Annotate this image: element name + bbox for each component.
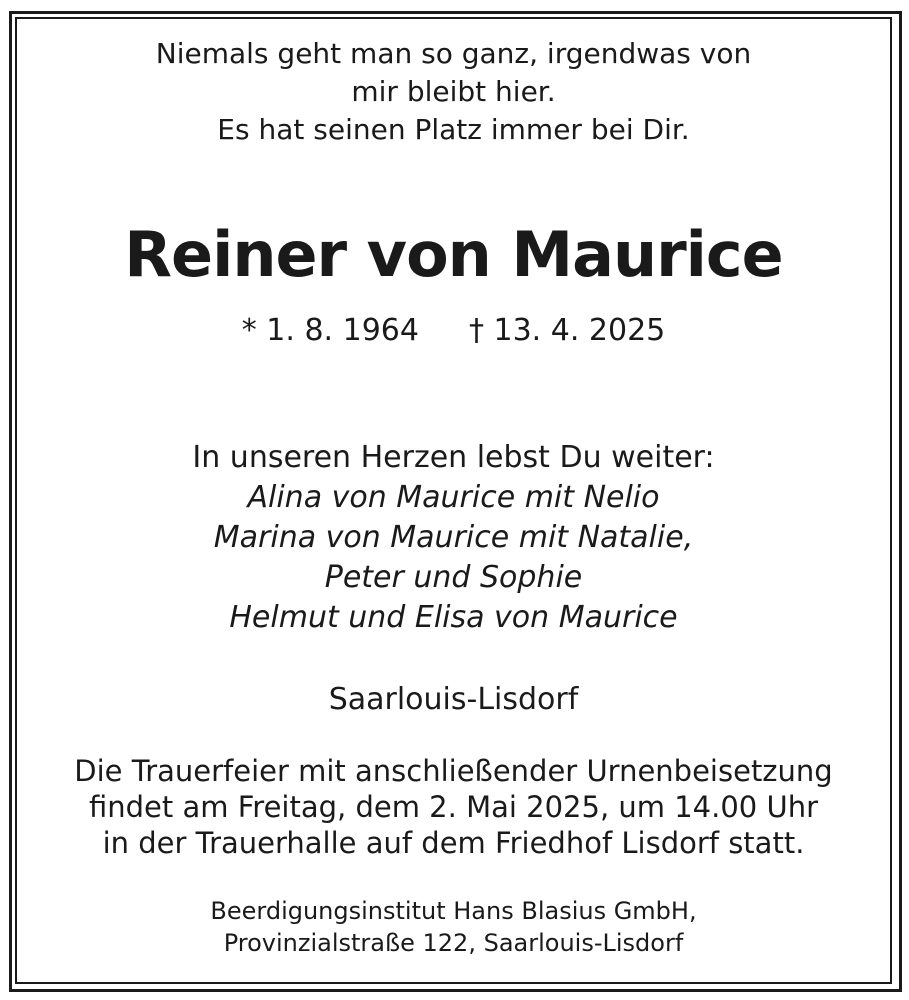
life-dates [17,311,890,351]
mourner-line: Marina von Maurice mit Natalie, [213,520,694,555]
verse-line: mir bleibt hier. [351,75,556,108]
mourners-intro: In unseren Herzen lebst Du weiter: [192,440,715,475]
death-date: † 13. 4. 2025 [468,313,666,348]
ceremony-info [17,753,890,861]
mourner-line: Alina von Maurice mit Nelio [247,480,660,515]
mourner-line: Peter und Sophie [324,560,583,595]
ceremony-line: Die Trauerfeier mit anschließender Urnenbeisetzung [74,754,833,788]
funeral-home-line: Beerdigungsinstitut Hans Blasius GmbH, [210,897,697,925]
verse [17,35,890,149]
deceased-name: Reiner von Maurice [124,218,783,291]
mourners-list [17,478,890,638]
funeral-home [17,895,890,959]
verse-line: Niemals geht man so ganz, irgendwas von [155,37,752,70]
ceremony-line: in der Trauerhalle auf dem Friedhof Lisdorf statt. [102,826,805,860]
birth-date: * 1. 8. 1964 [241,313,419,348]
verse-line: Es hat seinen Platz immer bei Dir. [217,113,690,146]
place: Saarlouis-Lisdorf [328,682,579,717]
funeral-home-line: Provinzialstraße 122, Saarlouis-Lisdorf [223,929,684,957]
ceremony-line: findet am Freitag, dem 2. Mai 2025, um 14.00 Uhr [89,790,818,824]
mourner-line: Helmut und Elisa von Maurice [229,600,678,635]
